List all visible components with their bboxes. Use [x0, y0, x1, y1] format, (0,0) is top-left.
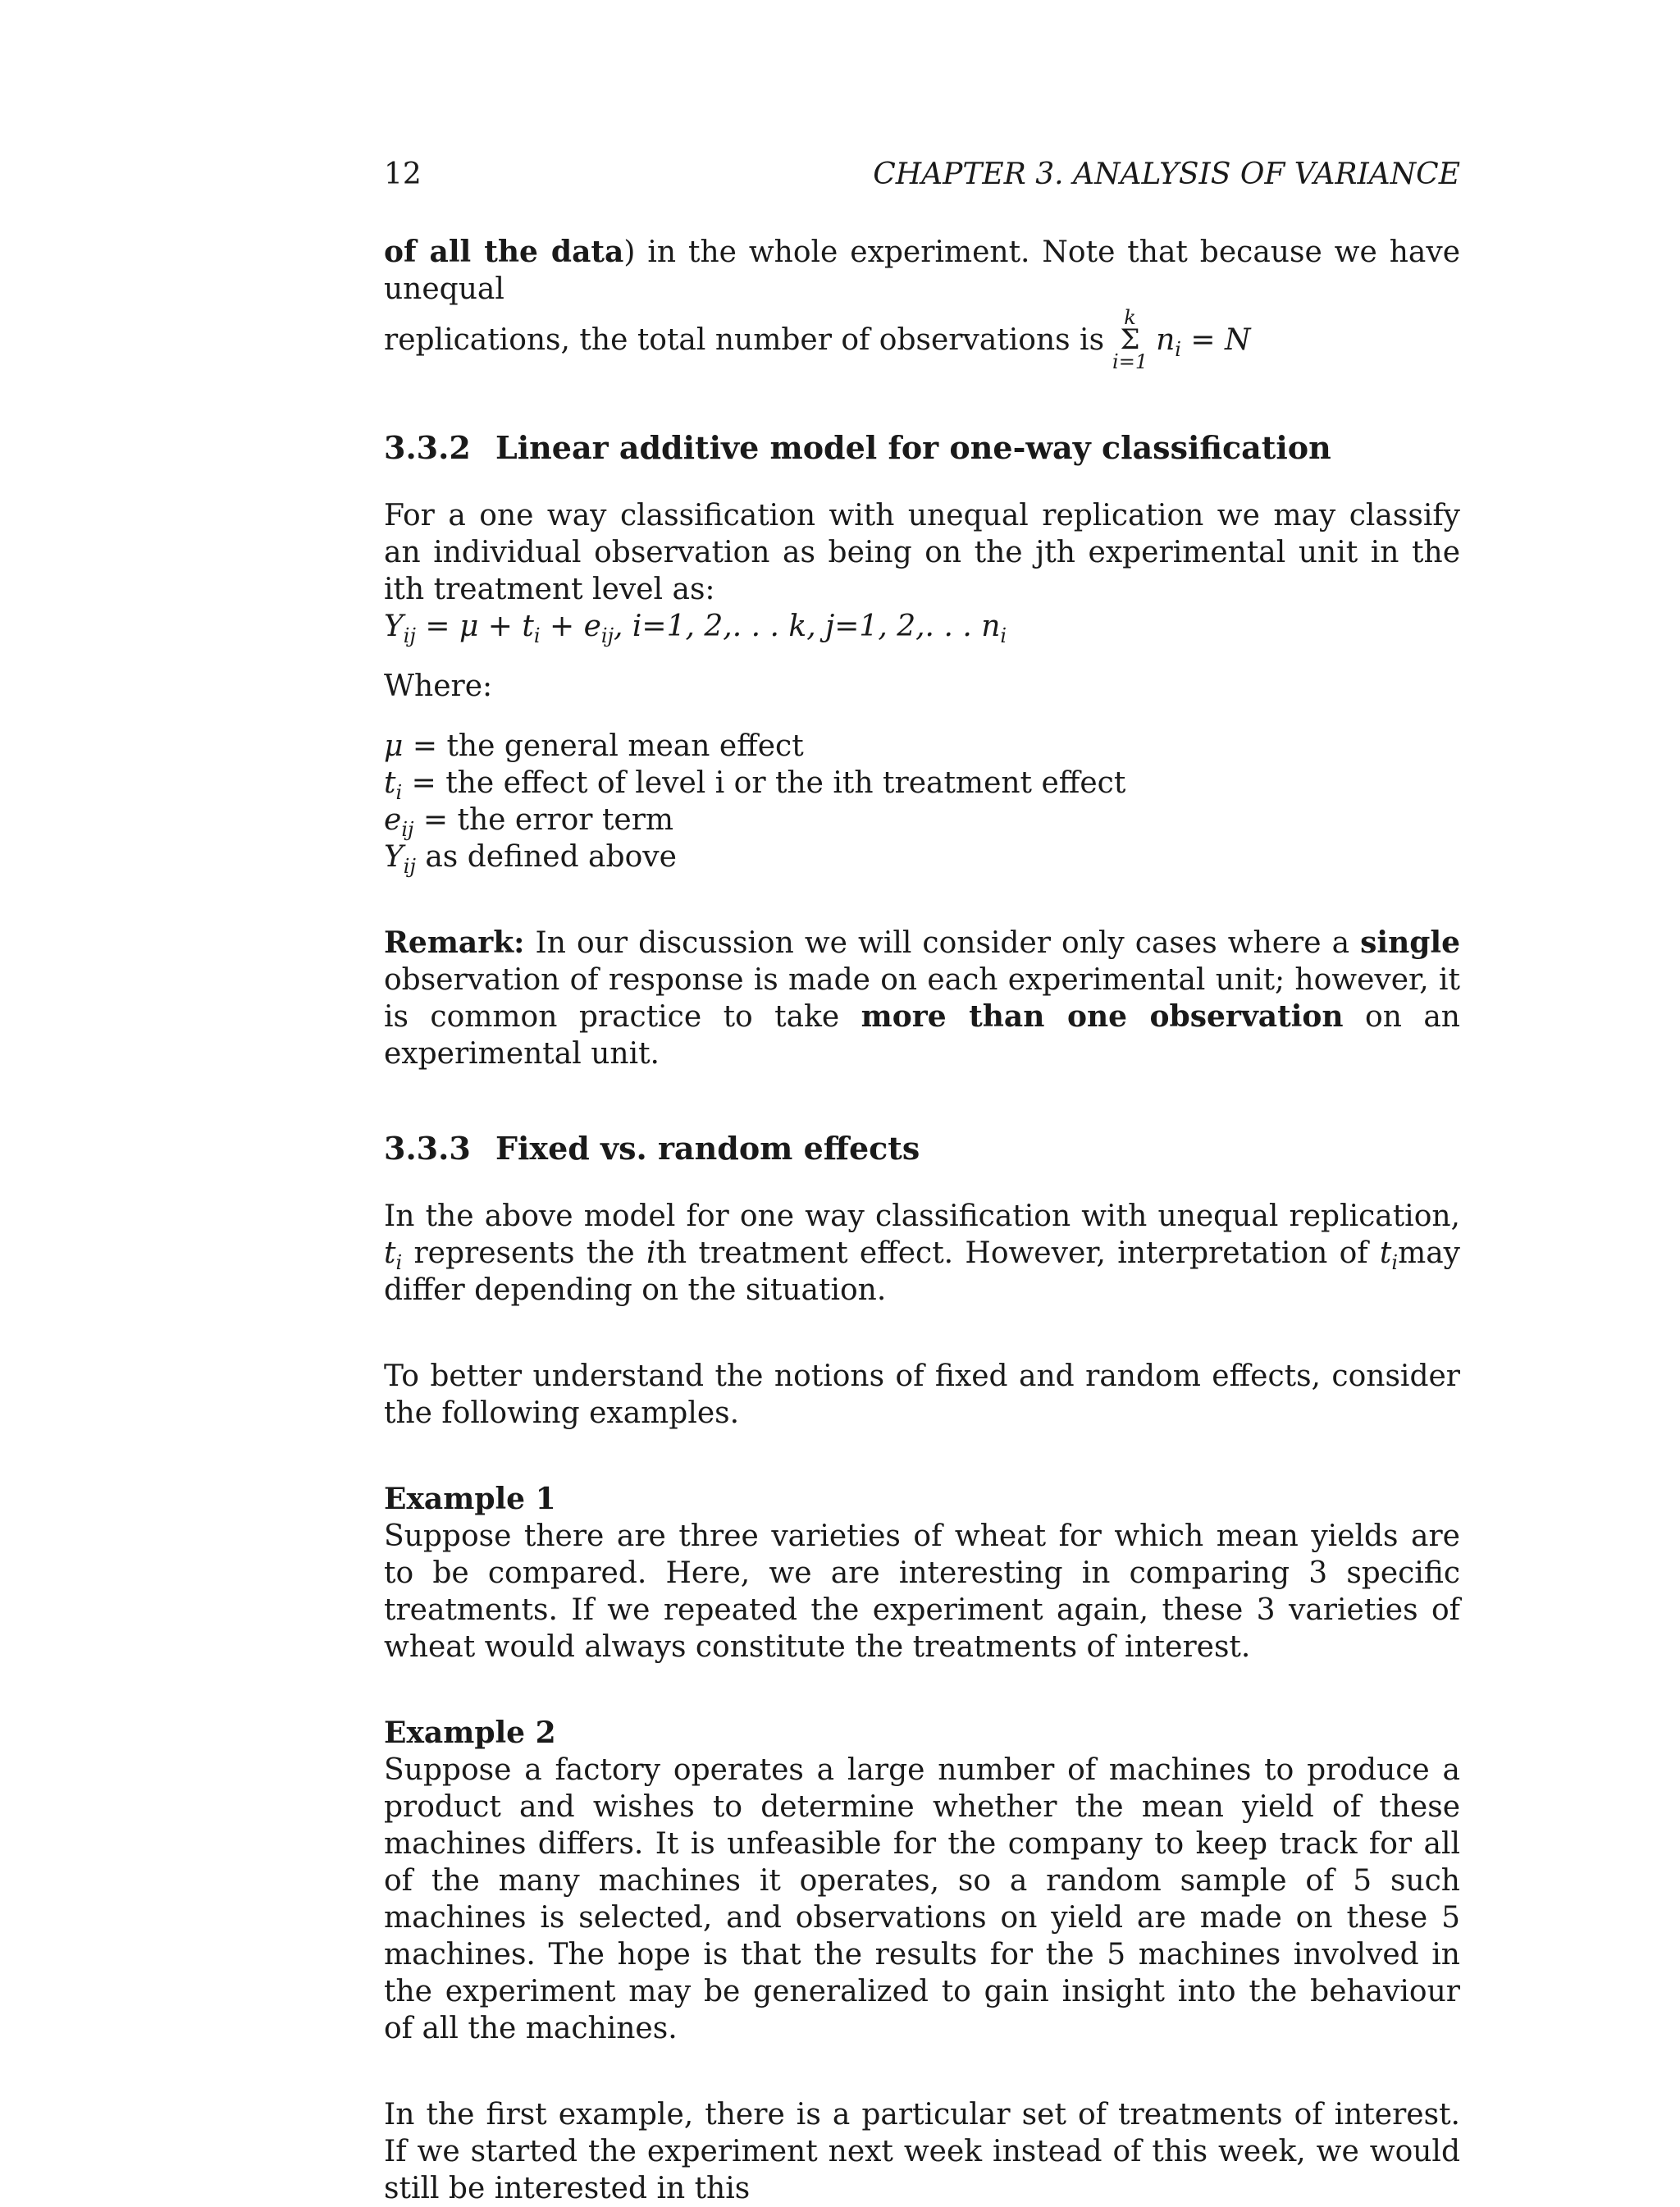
section-heading-3-3-2	[384, 429, 1460, 466]
sum-expression: $n_i = N$	[1156, 322, 1251, 361]
section-number: 3.3.3	[384, 1130, 471, 1167]
effects-paragraph: In the above model for one way classification with unequal replication, $t_i$ represents the ith treatment effect. However, interpretation of $t_imay$ differ depending on the situation.	[384, 1199, 1461, 1307]
definition-item: $Y_{ij}$ as defined above	[384, 840, 677, 879]
where-label: Where:	[384, 669, 493, 703]
section-title: Fixed vs. random effects	[495, 1130, 920, 1167]
example-2-text: Suppose a factory operates a large number of machines to produce a product and wishes to determine whether the mean yield of these machines differs. It is unfeasible for the company to keep track for all of the many machines it operates, so a random sample of 5 such machines is selected, and observations on yield are made on these 5 machines. The hope is that the results for the 5 machines involved in the experiment may be generalized to gain insight into the behaviour of all the machines.	[384, 1753, 1460, 2045]
intro-sum-line	[384, 308, 1460, 372]
intro-paragraph	[384, 234, 1460, 308]
chapter-title: CHAPTER 3. ANALYSIS OF VARIANCE	[873, 158, 1460, 191]
example-2	[384, 1715, 1460, 2047]
sum-lower-limit: i=1	[1112, 350, 1148, 373]
intro-text-1: ) in the whole experiment. Note that because we have unequal	[384, 235, 1461, 306]
remark-label: Remark:	[384, 925, 525, 960]
final-paragraph: In the first example, there is a particular set of treatments of interest. If we started the experiment next week instead of this week, we would still be interested in this	[384, 2098, 1460, 2205]
section-heading-3-3-3	[384, 1130, 1460, 1167]
example-2-title: Example 2	[384, 1716, 556, 1750]
page-number: 12	[384, 158, 422, 191]
remark-paragraph: Remark: In our discussion we will consider only cases where a single observation of response is made on each experimental unit; however, it is common practice to take more than one observation on an experimental unit.	[384, 925, 1460, 1071]
definition-list	[384, 728, 1460, 879]
definition-item: $t_i$ = the effect of level i or the ith treatment effect	[384, 766, 1126, 805]
sum-upper-limit: k	[1124, 306, 1136, 329]
examples-intro-paragraph: To better understand the notions of fixed and random effects, consider the following examples.	[384, 1359, 1460, 1430]
definition-item: μ = the general mean effect	[384, 729, 804, 763]
intro-bold: of all the data	[384, 235, 624, 269]
section-title: Linear additive model for one-way classification	[495, 429, 1331, 466]
intro-text-2: replications, the total number of observations is	[384, 322, 1105, 357]
sum-sigma: Σ	[1120, 323, 1140, 356]
page-content	[384, 156, 1460, 2207]
example-1-text: Suppose there are three varieties of wheat for which mean yields are to be compared. Here, we are interesting in comparing 3 specific treatments. If we repeated the experiment again, these 3 varieties of wheat would always constitute the treatments of interest.	[384, 1519, 1460, 1664]
running-header	[384, 156, 1460, 193]
model-equation: $Y_{ij} = \mu + t_i + e_{ij}$, i=1, 2,. . . k, j=1, 2,. . . $n_i$	[384, 610, 1007, 648]
example-1-title: Example 1	[384, 1482, 556, 1516]
definition-item: $e_{ij}$ = the error term	[384, 803, 674, 842]
section-number: 3.3.2	[384, 429, 471, 466]
summation	[1112, 308, 1148, 372]
example-1	[384, 1481, 1460, 1666]
model-paragraph: For a one way classification with unequal replication we may classify an individual observation as being on the jth experimental unit in the ith treatment level as:	[384, 499, 1460, 606]
